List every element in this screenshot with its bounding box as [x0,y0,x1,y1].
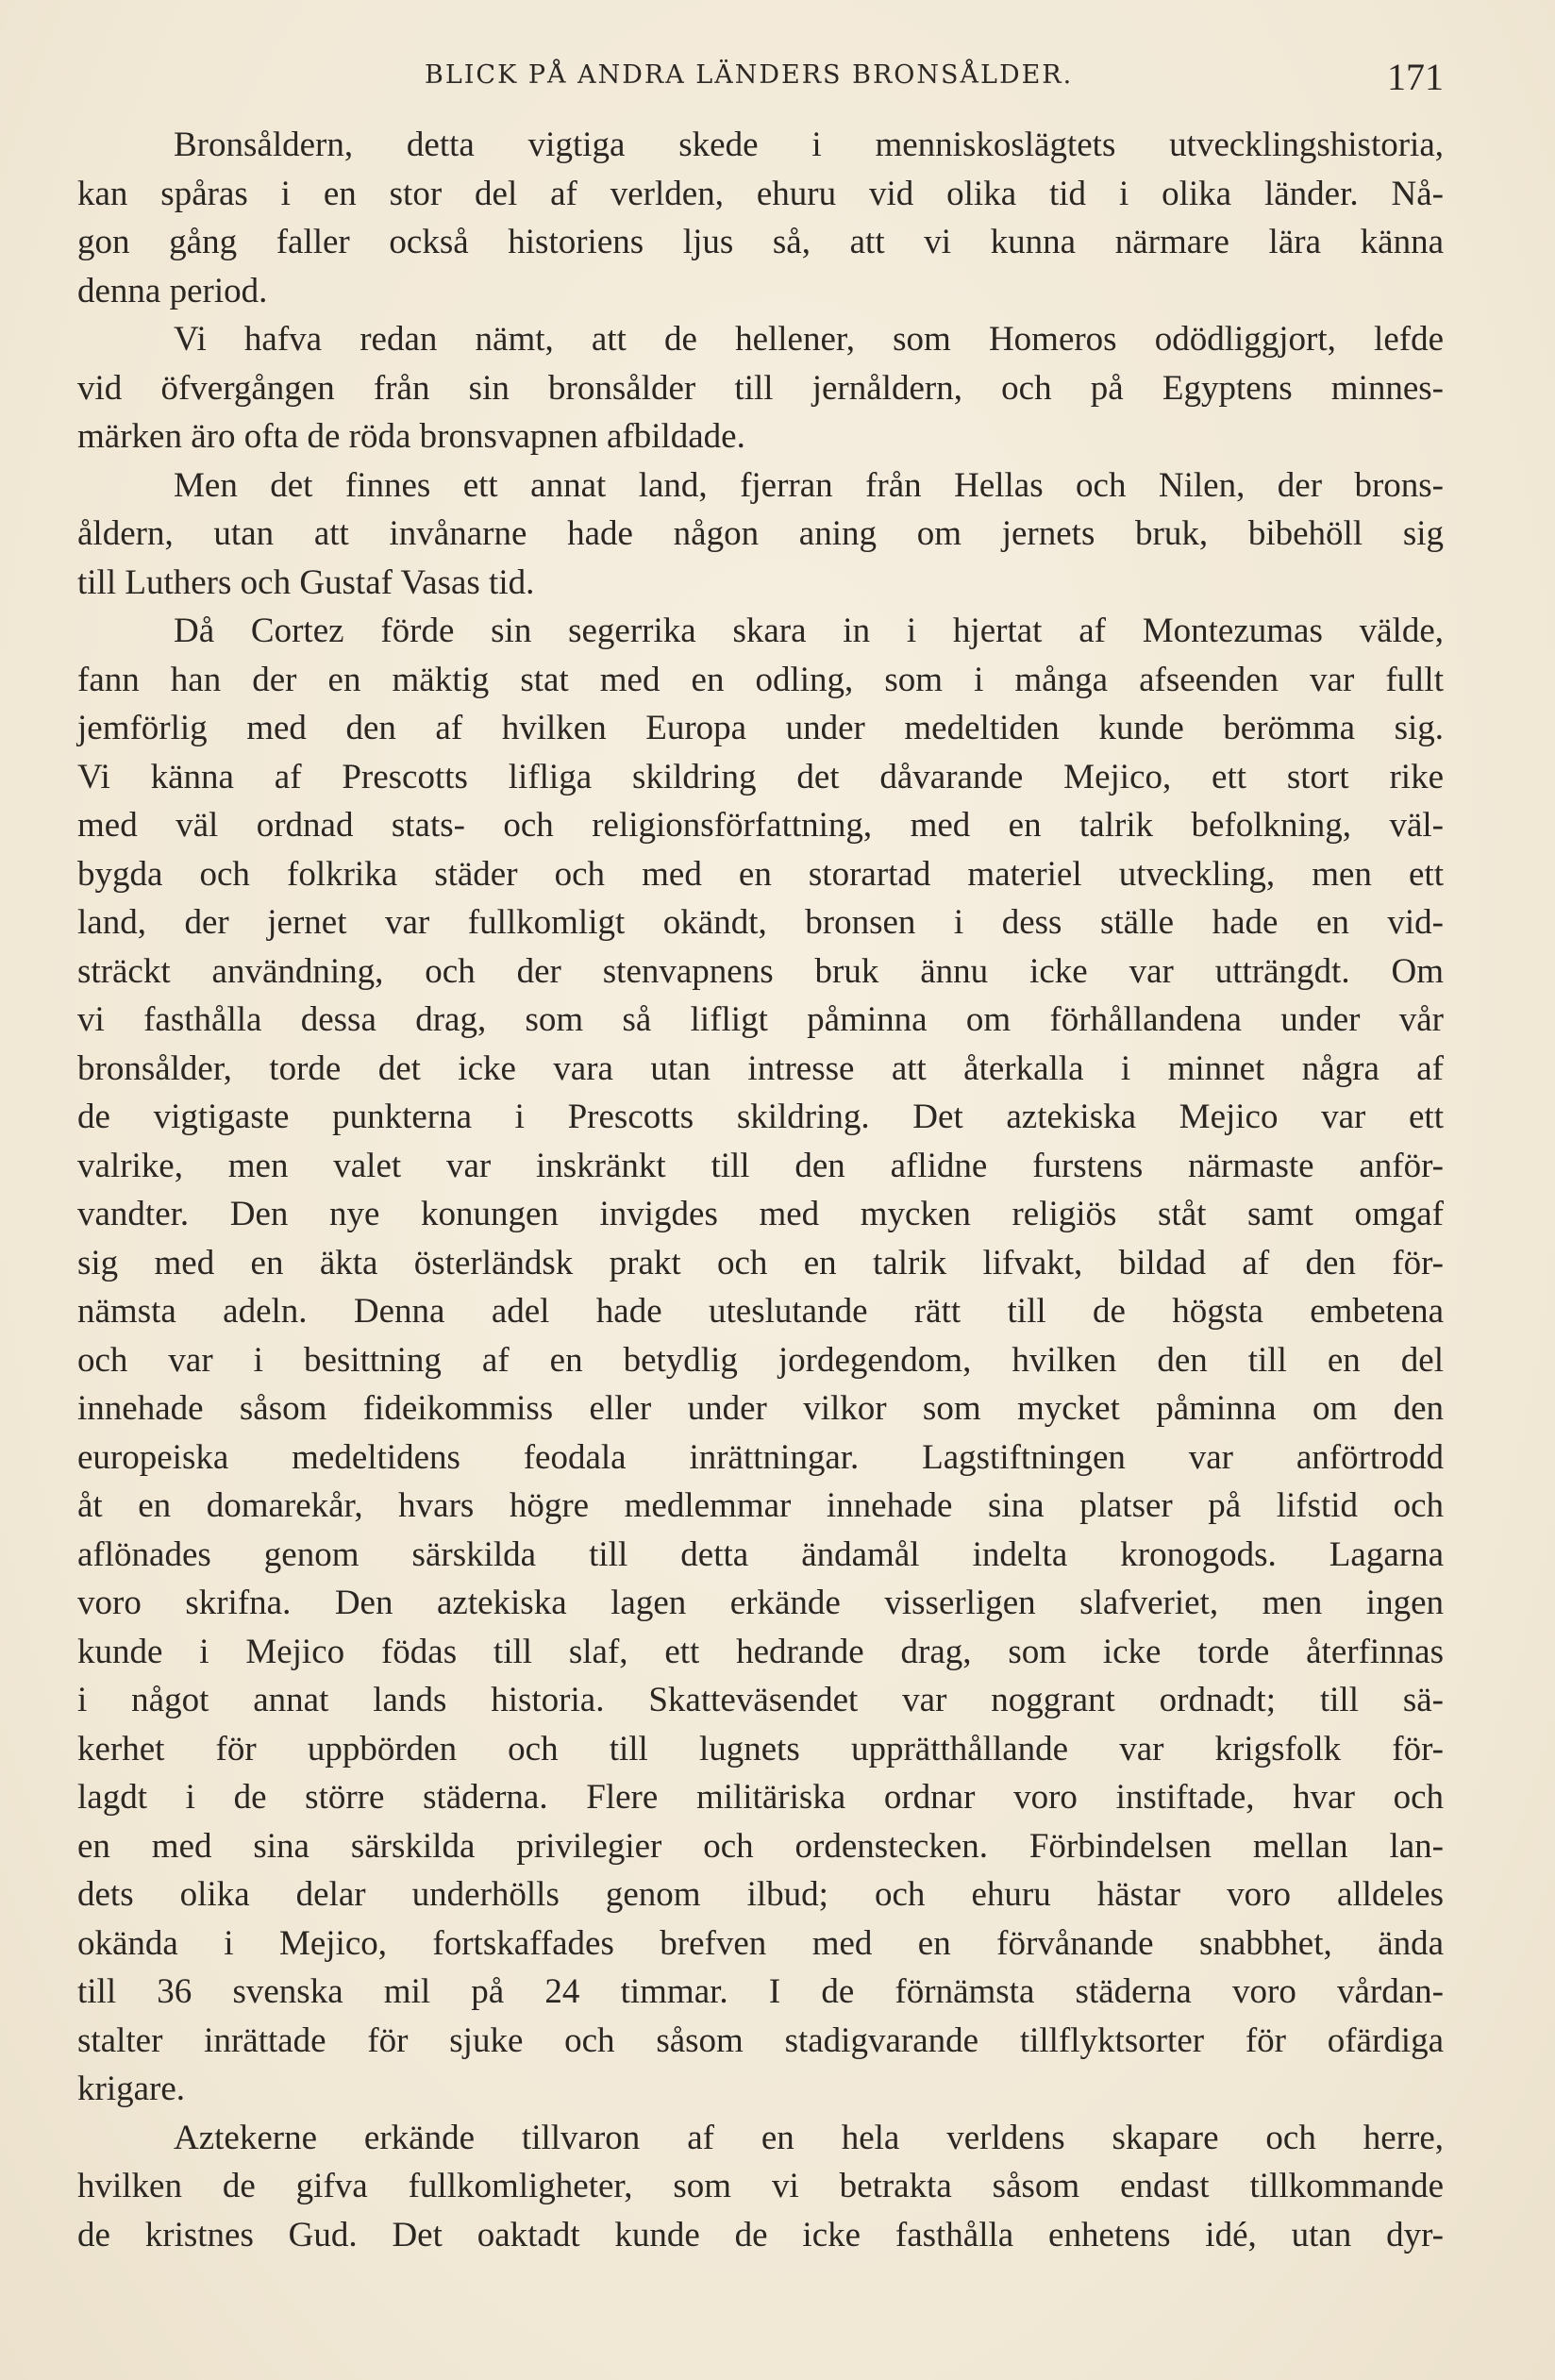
text-line: till 36 svenska mil på 24 timmar. I de förnämsta städerna voro vårdan- [77,1972,1444,2011]
text-line: stalter inrättade för sjuke och såsom stadigvarande tillflyktsorter för ofärdiga [77,2020,1444,2060]
text-line: bygda och folkrika städer och med en storartad materiel utveckling, men ett [77,854,1444,894]
text-line: en med sina särskilda privilegier och ordenstecken. Förbindelsen mellan lan- [77,1826,1444,1866]
text-line: vi fasthålla dessa drag, som så lifligt påminna om förhållandena under vår [77,1000,1444,1039]
text-line: åt en domarekår, hvars högre medlemmar innehade sina platser på lifstid och [77,1486,1444,1525]
text-line: Vi hafva redan nämt, att de hellener, som Homeros odödliggjort, lefde [174,320,1444,359]
text-line: åldern, utan att invånarne hade någon aning om jernets bruk, bibehöll sig [77,514,1444,553]
text-line: valrike, men valet var inskränkt till den aflidne furstens närmaste anför- [77,1146,1444,1185]
body-text [77,121,1444,2259]
text-line: okända i Mejico, fortskaffades brefven med en förvånande snabbhet, ända [77,1923,1444,1963]
text-line: vid öfvergången från sin bronsålder till jernåldern, och på Egyptens minnes- [77,368,1444,408]
text-line: med väl ordnad stats- och religionsförfattning, med en talrik befolkning, väl- [77,806,1444,845]
text-line: kan spåras i en stor del af verlden, ehuru vid olika tid i olika länder. Nå- [77,174,1444,213]
text-line: hvilken de gifva fullkomligheter, som vi betrakta såsom endast tillkommande [77,2167,1444,2205]
text-line: gon gång faller också historiens ljus så, att vi kunna närmare lära känna [77,223,1444,261]
text-line: lagdt i de större städerna. Flere militäriska ordnar voro instiftade, hvar och [77,1778,1444,1817]
text-line: Men det finnes ett annat land, fjerran från Hellas och Nilen, der brons- [174,465,1444,505]
text-line: kerhet för uppbörden och till lugnets upprätthållande var krigsfolk för- [77,1729,1444,1768]
text-line: märken äro ofta de röda bronsvapnen afbildade. [77,417,745,456]
text-line: de kristnes Gud. Det oaktadt kunde de icke fasthålla enhetens idé, utan dyr- [77,2215,1444,2254]
text-line: de vigtigaste punkterna i Prescotts skildring. Det aztekiska Mejico var ett [77,1098,1444,1136]
text-line: fann han der en mäktig stat med en odling, som i många afseenden var fullt [77,660,1444,699]
text-line: aflönades genom särskilda till detta ändamål indelta kronogods. Lagarna [77,1534,1444,1574]
text-line: Då Cortez förde sin segerrika skara in i hjertat af Montezumas välde, [174,612,1444,650]
text-line: dets olika delar underhölls genom ilbud; och ehuru hästar voro alldeles [77,1875,1444,1914]
text-line: denna period. [77,271,268,310]
text-line: jemförlig med den af hvilken Europa under medeltiden kunde berömma sig. [77,709,1444,747]
text-line: i något annat lands historia. Skatteväsendet var noggrant ordnadt; till sä- [77,1681,1444,1719]
text-line: sträckt användning, och der stenvapnens bruk ännu icke var utträngdt. Om [77,951,1444,991]
text-line: bronsålder, torde det icke vara utan intresse att återkalla i minnet några af [77,1048,1444,1088]
text-line: europeiska medeltidens feodala inrättningar. Lagstiftningen var anförtrodd [77,1437,1444,1477]
text-line: Aztekerne erkände tillvaron af en hela verldens skapare och herre, [174,2118,1444,2157]
running-head: BLICK PÅ ANDRA LÄNDERS BRONSÅLDER. [425,60,1074,90]
text-line: till Luthers och Gustaf Vasas tid. [77,562,535,602]
text-line: voro skrifna. Den aztekiska lagen erkände visserligen slafveriet, men ingen [77,1584,1444,1622]
text-line: Bronsåldern, detta vigtiga skede i menniskoslägtets utvecklingshistoria, [174,126,1444,164]
text-line: vandter. Den nye konungen invigdes med mycken religiös ståt samt omgaf [77,1195,1444,1233]
text-line: krigare. [77,2070,186,2108]
text-line: land, der jernet var fullkomligt okändt, bronsen i dess ställe hade en vid- [77,903,1444,942]
page-header [425,55,1444,98]
text-line: sig med en äkta österländsk prakt och en talrik lifvakt, bildad af den för- [77,1243,1444,1282]
text-line: Vi känna af Prescotts lifliga skildring det dåvarande Mejico, ett stort rike [77,757,1444,796]
text-line: kunde i Mejico födas till slaf, ett hedrande drag, som icke torde återfinnas [77,1632,1444,1671]
page-number: 171 [1387,56,1444,98]
text-line: nämsta adeln. Denna adel hade uteslutande rätt till de högsta embetena [77,1292,1444,1331]
text-line: och var i besittning af en betydlig jordegendom, hvilken den till en del [77,1340,1444,1380]
text-line: innehade såsom fideikommiss eller under vilkor som mycket påminna om den [77,1389,1444,1428]
